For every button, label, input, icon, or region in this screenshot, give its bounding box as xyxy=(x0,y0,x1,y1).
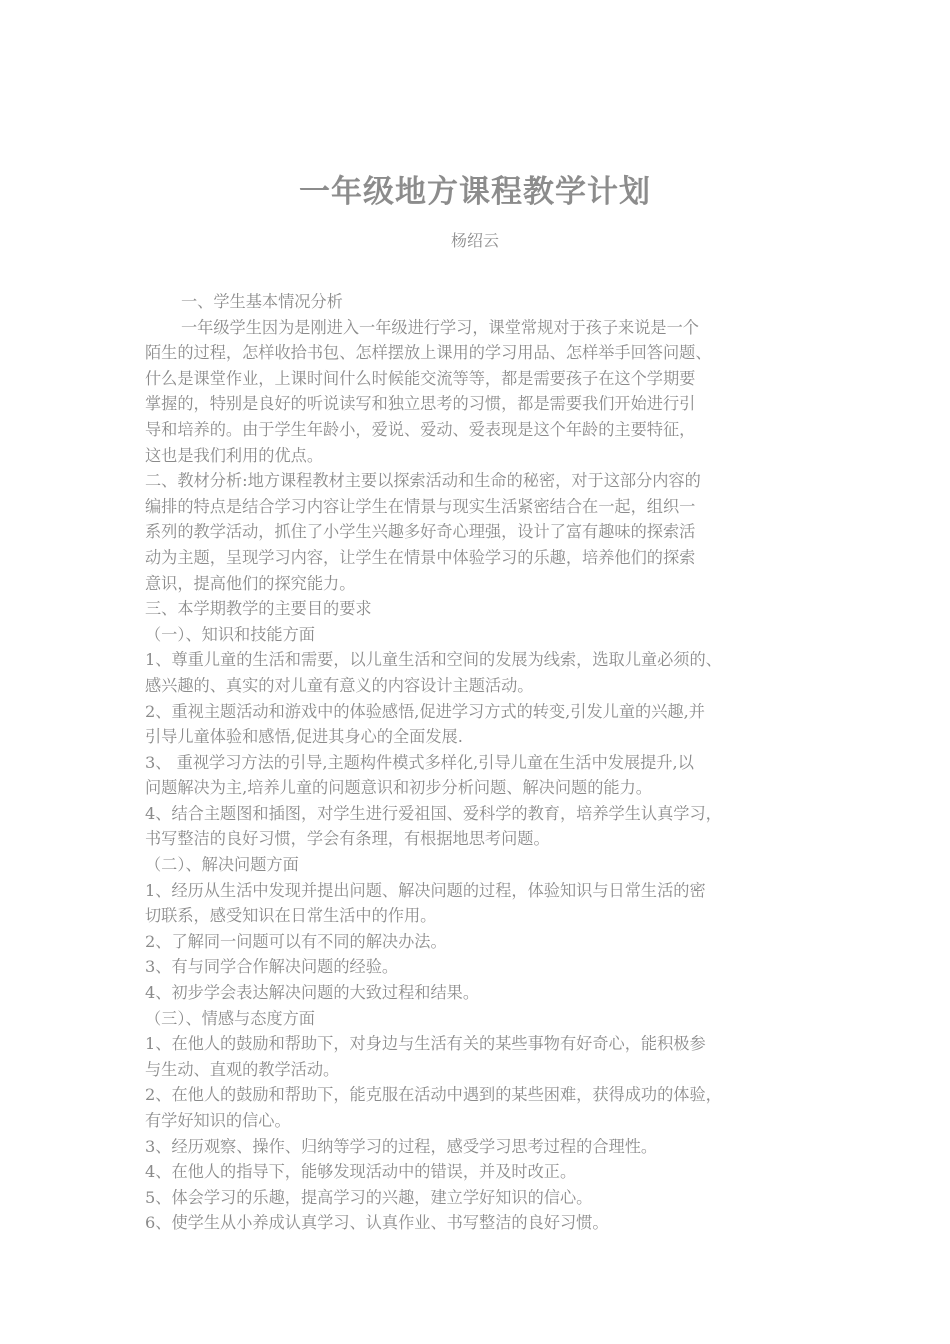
body-line: 6、使学生从小养成认真学习、认真作业、书写整洁的良好习惯。 xyxy=(145,1213,609,1233)
body-line: 切联系，感受知识在日常生活中的作用。 xyxy=(145,906,437,926)
document-author: 杨绍云 xyxy=(450,231,499,250)
body-line: 动为主题，呈现学习内容，让学生在情景中体验学习的乐趣，培养他们的探索 xyxy=(145,547,696,567)
body-line: （二）、解决问题方面 xyxy=(145,855,299,875)
body-line: 三、本学期教学的主要目的要求 xyxy=(145,599,372,619)
body-line: 4、结合主题图和插图，对学生进行爱祖国、爱科学的教育，培养学生认真学习， xyxy=(145,803,722,823)
body-line: 掌握的，特别是良好的听说读写和独立思考的习惯，都是需要我们开始进行引 xyxy=(145,394,696,414)
body-line: 3、 重视学习方法的引导,主题构件模式多样化,引导儿童在生活中发展提升,以 xyxy=(145,752,694,772)
body-line: 系列的教学活动，抓住了小学生兴趣多好奇心理强，设计了富有趣味的探索活 xyxy=(145,522,696,542)
body-line: 4、在他人的指导下，能够发现活动中的错误，并及时改正。 xyxy=(145,1162,577,1182)
body-line: 3、经历观察、操作、归纳等学习的过程，感受学习思考过程的合理性。 xyxy=(145,1136,658,1156)
body-line: 3、有与同学合作解决问题的经验。 xyxy=(145,957,399,977)
body-line: 二、教材分析:地方课程教材主要以探索活动和生命的秘密，对于这部分内容的 xyxy=(145,471,701,491)
body-line: 1、经历从生活中发现并提出问题、解决问题的过程，体验知识与日常生活的密 xyxy=(145,880,706,900)
body-line: 问题解决为主,培养儿童的问题意识和初步分析问题、解决问题的能力。 xyxy=(145,778,652,798)
body-line: 陌生的过程，怎样收拾书包、怎样摆放上课用的学习用品、怎样举手回答问题、 xyxy=(145,343,712,363)
body-line: 一、学生基本情况分析 xyxy=(181,292,343,311)
body-line: （三）、情感与态度方面 xyxy=(145,1008,315,1028)
document-body xyxy=(145,289,825,1236)
body-line: 编排的特点是结合学习内容让学生在情景与现实生活紧密结合在一起，组织一 xyxy=(145,496,696,516)
body-line: 2、了解同一问题可以有不同的解决办法。 xyxy=(145,931,447,951)
body-line: 2、在他人的鼓励和帮助下，能克服在活动中遇到的某些困难，获得成功的体验， xyxy=(145,1085,722,1105)
body-line: 2、重视主题活动和游戏中的体验感悟,促进学习方式的转变,引发儿童的兴趣,并 xyxy=(145,701,705,721)
body-line: 4、初步学会表达解决问题的大致过程和结果。 xyxy=(145,983,480,1003)
body-line: 有学好知识的信心。 xyxy=(145,1111,291,1130)
body-line: 这也是我们利用的优点。 xyxy=(145,445,324,465)
body-line: （一）、知识和技能方面 xyxy=(145,624,315,644)
body-line: 1、在他人的鼓励和帮助下，对身边与生活有关的某些事物有好奇心，能积极参 xyxy=(145,1034,706,1054)
body-line: 感兴趣的、真实的对儿童有意义的内容设计主题活动。 xyxy=(145,675,534,695)
body-line: 1、尊重儿童的生活和需要，以儿童生活和空间的发展为线索，选取儿童必须的、 xyxy=(145,650,722,670)
body-line: 导和培养的。由于学生年龄小，爱说、爱动、爱表现是这个年龄的主要特征， xyxy=(145,419,696,439)
body-line: 意识，提高他们的探究能力。 xyxy=(145,573,356,593)
body-line: 5、体会学习的乐趣，提高学习的兴趣，建立学好知识的信心。 xyxy=(145,1187,593,1207)
body-line: 什么是课堂作业，上课时间什么时候能交流等等，都是需要孩子在这个学期要 xyxy=(145,368,696,388)
body-line: 与生动、直观的教学活动。 xyxy=(145,1059,340,1079)
body-line: 引导儿童体验和感悟,促进其身心的全面发展. xyxy=(145,727,463,747)
body-line: 一年级学生因为是刚进入一年级进行学习，课堂常规对于孩子来说是一个 xyxy=(181,317,699,337)
body-line: 书写整洁的良好习惯，学会有条理，有根据地思考问题。 xyxy=(145,829,550,849)
document-title: 一年级地方课程教学计划 xyxy=(299,174,651,210)
